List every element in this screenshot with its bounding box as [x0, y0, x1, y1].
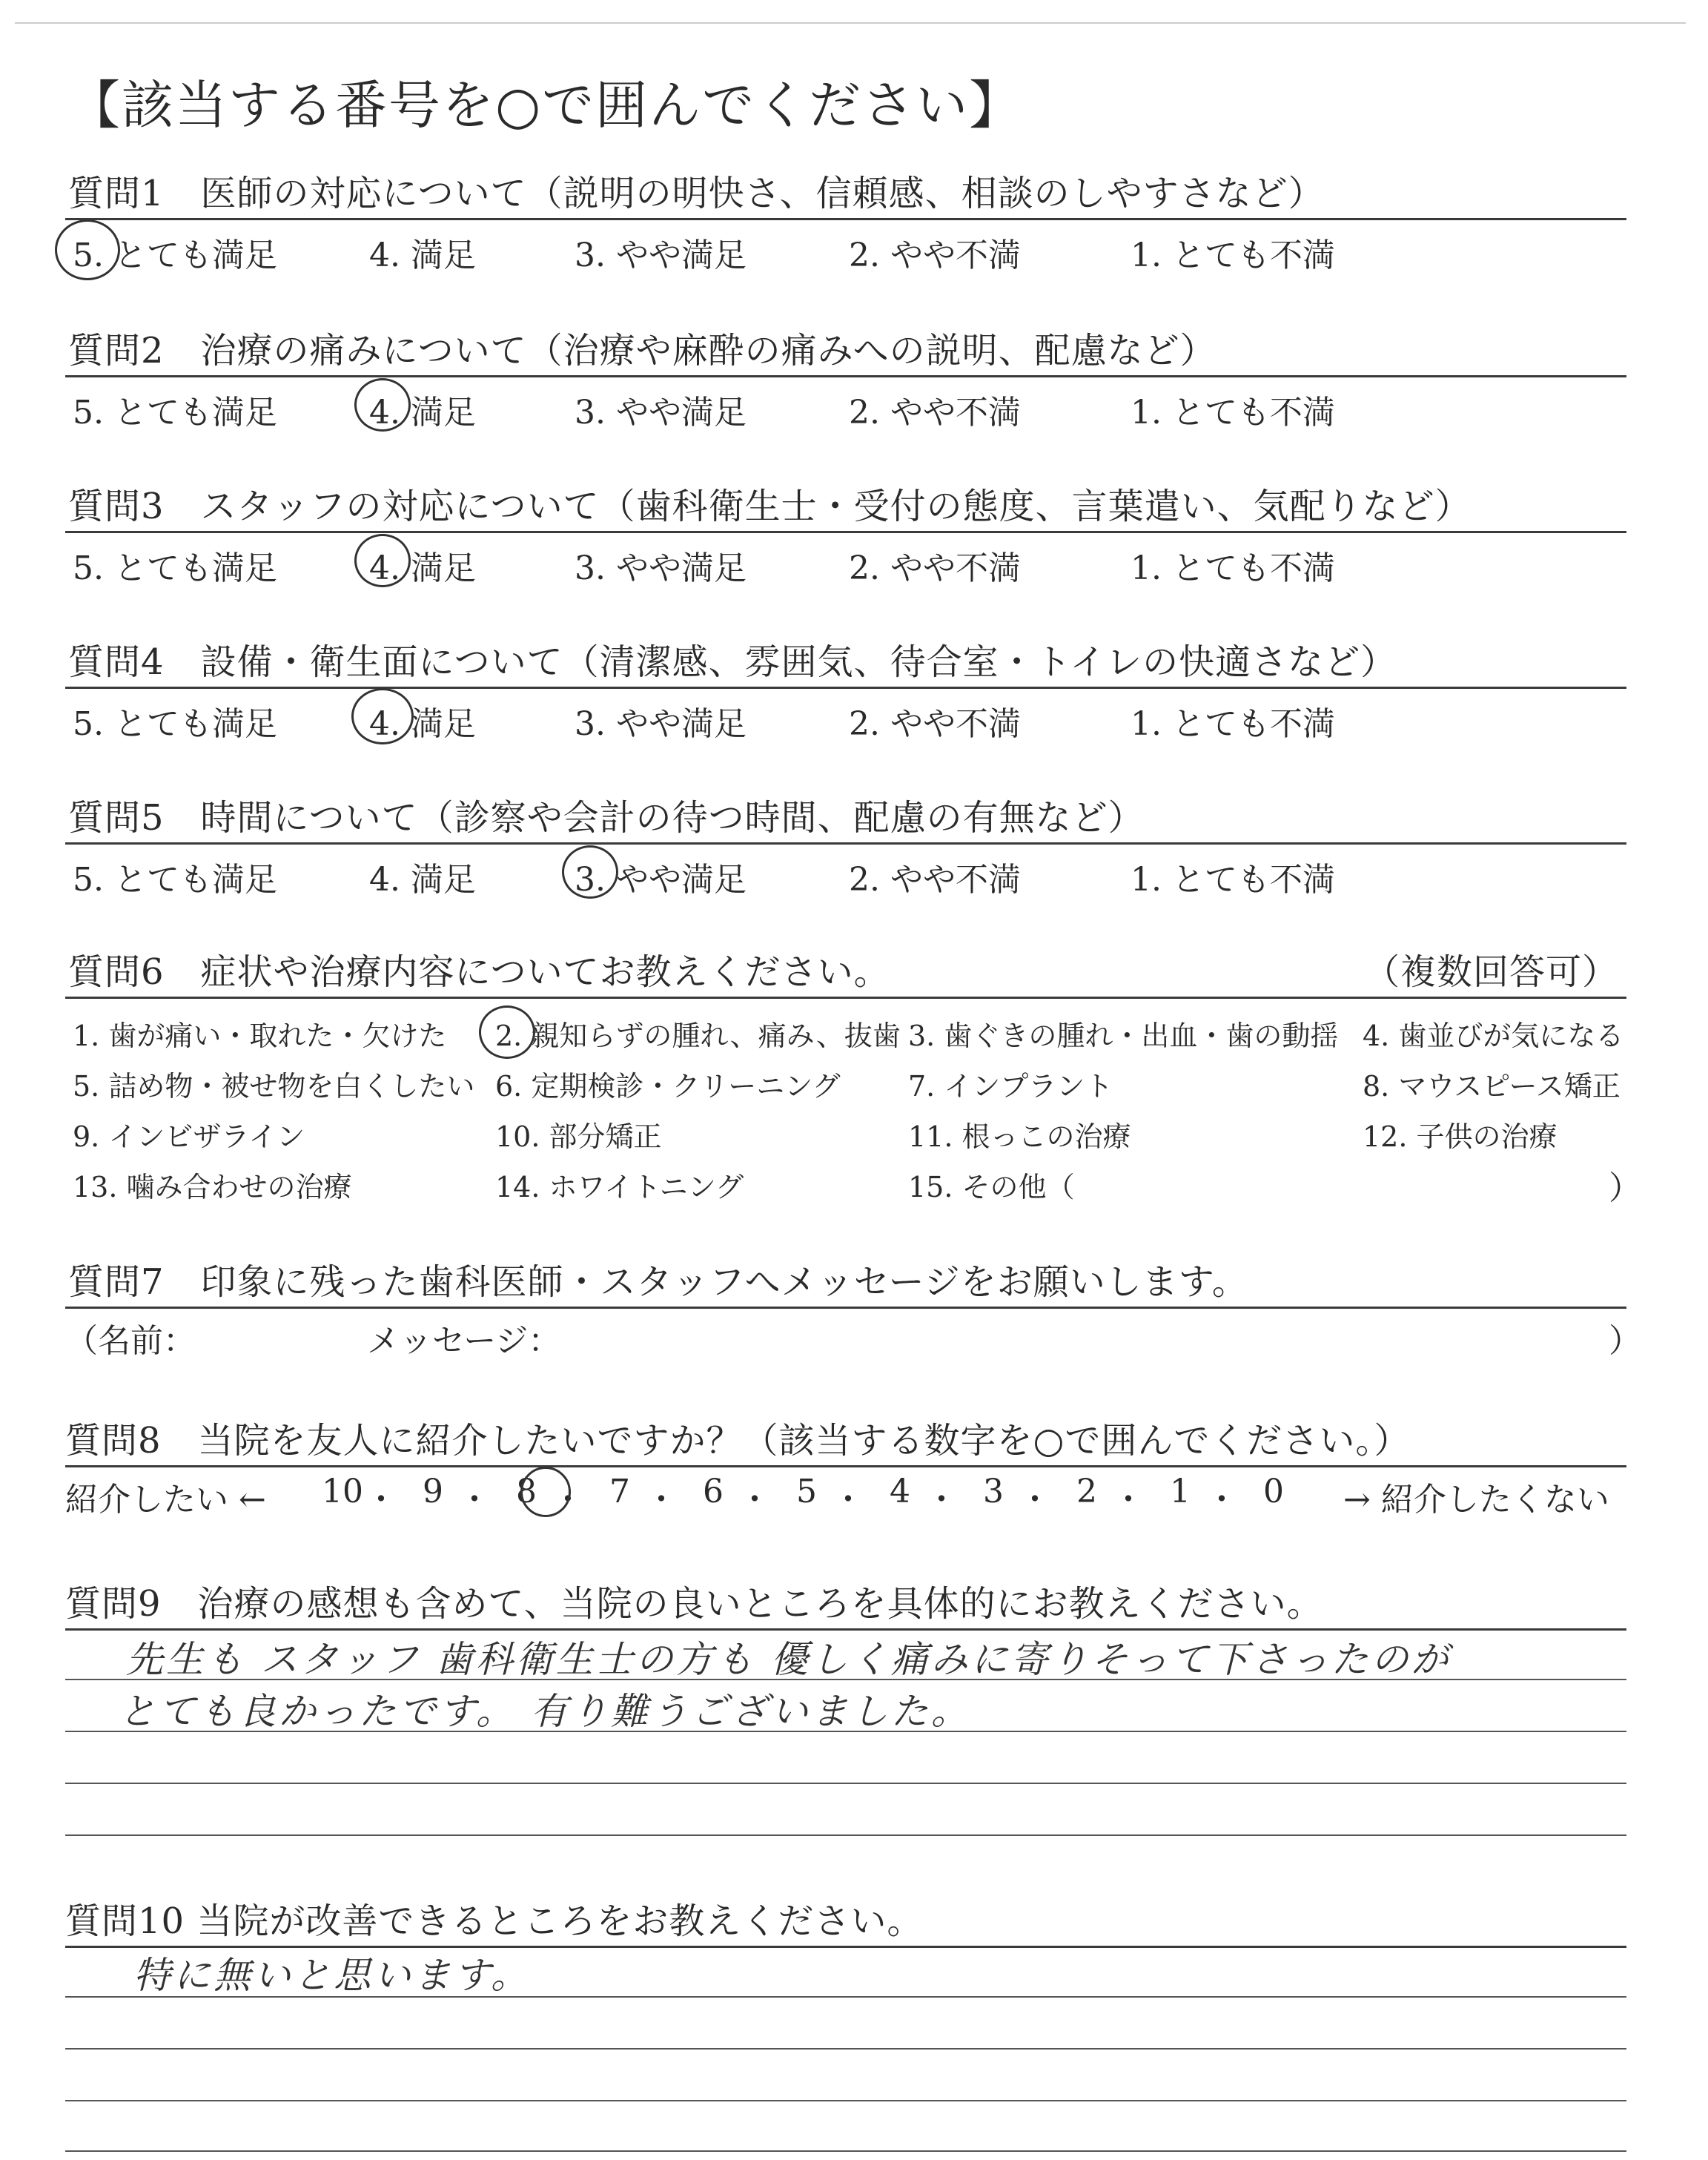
q6-option-5[interactable]: 5. 詰め物・被せ物を白くしたい: [73, 1070, 475, 1103]
question-8-title: 質問8 当院を友人に紹介したいですか？（該当する数字を○で囲んでください。）: [65, 1420, 1411, 1462]
q6-option-12[interactable]: 12. 子供の治療: [1363, 1120, 1558, 1153]
q4-option-1[interactable]: 1. とても不満: [1131, 705, 1335, 743]
q5-option-3[interactable]: 3. やや満足: [575, 861, 747, 899]
q7-close-paren: ）: [1609, 1322, 1641, 1360]
q6-option-3[interactable]: 3. 歯ぐきの腫れ・出血・歯の動揺: [908, 1020, 1339, 1052]
q6-option-4[interactable]: 4. 歯並びが気になる: [1363, 1020, 1624, 1052]
q8-scale-separator: ・: [458, 1481, 491, 1519]
question-5-title: 質問5 時間について（診察や会計の待つ時間、配慮の有無など）: [68, 797, 1145, 839]
q4-option-5[interactable]: 5. とても満足: [73, 705, 277, 743]
q2-option-2[interactable]: 2. やや不満: [849, 394, 1021, 432]
q10-answer-line: [65, 2100, 1626, 2101]
q6-option-9[interactable]: 9. インビザライン: [73, 1120, 305, 1153]
q9-answer-line: [65, 1783, 1626, 1784]
q5-option-5[interactable]: 5. とても満足: [73, 861, 277, 899]
page-top-border: [15, 22, 1686, 24]
q4-option-4[interactable]: 4. 満足: [369, 705, 476, 743]
q8-scale-separator: ・: [832, 1481, 864, 1519]
q8-scale-separator: ・: [645, 1481, 678, 1519]
q6-option-15[interactable]: 15. その他（: [908, 1171, 1075, 1203]
question-7-rule: [65, 1307, 1626, 1309]
q3-option-5[interactable]: 5. とても満足: [73, 549, 277, 587]
q10-answer-line: [65, 2048, 1626, 2050]
q6-option-11[interactable]: 11. 根っこの治療: [908, 1120, 1131, 1153]
q8-scale-value-7[interactable]: 7: [609, 1473, 630, 1510]
question-6-note: （複数回答可）: [1364, 951, 1619, 993]
q6-option-1[interactable]: 1. 歯が痛い・取れた・欠けた: [73, 1020, 447, 1052]
q8-scale-value-1[interactable]: 1: [1170, 1473, 1191, 1510]
question-2-rule: [65, 375, 1626, 377]
question-6-title: 質問6 症状や治療内容についてお教えください。: [68, 951, 890, 993]
q7-message-label: メッセージ：: [367, 1322, 561, 1360]
q8-scale-value-10[interactable]: 10: [322, 1473, 363, 1510]
q3-option-4[interactable]: 4. 満足: [369, 549, 476, 587]
q8-right-label: → 紹介したくない: [1343, 1481, 1609, 1519]
q9-answer-line: [65, 1834, 1626, 1836]
q3-option-1[interactable]: 1. とても不満: [1131, 549, 1335, 587]
q8-scale-separator: ・: [738, 1481, 771, 1519]
q5-option-4[interactable]: 4. 満足: [369, 861, 476, 899]
q2-option-3[interactable]: 3. やや満足: [575, 394, 747, 432]
q8-scale-separator: ・: [1205, 1481, 1238, 1519]
question-6-rule: [65, 997, 1626, 999]
instruction-header: 【該当する番号を○で囲んでください】: [68, 75, 1023, 136]
q2-option-5[interactable]: 5. とても満足: [73, 394, 277, 432]
q5-option-2[interactable]: 2. やや不満: [849, 861, 1021, 899]
q4-option-2[interactable]: 2. やや不満: [849, 705, 1021, 743]
q8-scale-separator: ・: [925, 1481, 958, 1519]
q1-option-3[interactable]: 3. やや満足: [575, 237, 747, 274]
question-1-rule: [65, 218, 1626, 220]
q6-option-13[interactable]: 13. 噛み合わせの治療: [73, 1171, 352, 1203]
q5-option-1[interactable]: 1. とても不満: [1131, 861, 1335, 899]
q10-handwritten-answer: 特に無いと思います。: [133, 1954, 531, 1997]
q1-option-4[interactable]: 4. 満足: [369, 237, 476, 274]
q8-scale-separator: ・: [1112, 1481, 1145, 1519]
question-4-rule: [65, 687, 1626, 689]
q8-scale-value-3[interactable]: 3: [983, 1473, 1004, 1510]
q10-answer-line: [65, 2150, 1626, 2152]
question-3-title: 質問3 スタッフの対応について（歯科衛生士・受付の態度、言葉遣い、気配りなど）: [68, 486, 1472, 527]
q7-name-label: （名前：: [65, 1322, 196, 1360]
q9-handwritten-answer: 先生も スタッフ 歯科衛生士の方も 優しく痛みに寄りそって下さったのが: [126, 1638, 1452, 1681]
q6-option-14[interactable]: 14. ホワイトニング: [495, 1171, 744, 1203]
q6-other-close-paren: ）: [1609, 1169, 1641, 1207]
q8-scale-value-0[interactable]: 0: [1263, 1473, 1284, 1510]
question-9-title: 質問9 治療の感想も含めて、当院の良いところを具体的にお教えください。: [65, 1583, 1323, 1625]
q2-option-1[interactable]: 1. とても不満: [1131, 394, 1335, 432]
q8-scale-value-4[interactable]: 4: [890, 1473, 910, 1510]
q8-scale-value-2[interactable]: 2: [1076, 1473, 1097, 1510]
q1-option-5[interactable]: 5. とても満足: [73, 237, 277, 274]
q1-option-1[interactable]: 1. とても不満: [1131, 237, 1335, 274]
q8-scale-value-5[interactable]: 5: [796, 1473, 817, 1510]
q1-option-2[interactable]: 2. やや不満: [849, 237, 1021, 274]
q8-scale-separator: ・: [1019, 1481, 1051, 1519]
q6-option-2[interactable]: 2. 親知らずの腫れ、痛み、抜歯: [495, 1020, 901, 1052]
q6-option-10[interactable]: 10. 部分矯正: [495, 1120, 662, 1153]
question-7-title: 質問7 印象に残った歯科医師・スタッフへメッセージをお願いします。: [68, 1261, 1248, 1303]
question-4-title: 質問4 設備・衛生面について（清潔感、雰囲気、待合室・トイレの快適さなど）: [68, 641, 1397, 683]
q4-option-3[interactable]: 3. やや満足: [575, 705, 747, 743]
q8-scale-separator: ・: [552, 1481, 584, 1519]
q6-option-7[interactable]: 7. インプラント: [908, 1070, 1113, 1103]
q3-option-3[interactable]: 3. やや満足: [575, 549, 747, 587]
question-3-rule: [65, 531, 1626, 533]
q2-option-4[interactable]: 4. 満足: [369, 394, 476, 432]
q8-left-label: 紹介したい ←: [65, 1481, 266, 1519]
question-5-rule: [65, 842, 1626, 845]
q6-option-6[interactable]: 6. 定期検診・クリーニング: [495, 1070, 841, 1103]
q8-scale-value-8[interactable]: 8: [516, 1473, 537, 1510]
question-8-rule: [65, 1465, 1626, 1467]
question-2-title: 質問2 治療の痛みについて（治療や麻酔の痛みへの説明、配慮など）: [68, 330, 1217, 371]
question-1-title: 質問1 医師の対応について（説明の明快さ、信頼感、相談のしやすさなど）: [68, 173, 1325, 214]
q8-scale-value-9[interactable]: 9: [423, 1473, 443, 1510]
q8-scale-separator: ・: [365, 1481, 397, 1519]
q8-scale: [311, 1473, 1334, 1517]
q8-scale-value-6[interactable]: 6: [703, 1473, 724, 1510]
question-10-title: 質問10 当院が改善できるところをお教えください。: [65, 1900, 924, 1942]
q9-handwritten-answer: とても良かったです。 有り難うございました。: [119, 1690, 971, 1733]
q3-option-2[interactable]: 2. やや不満: [849, 549, 1021, 587]
q6-option-8[interactable]: 8. マウスピース矯正: [1363, 1070, 1621, 1103]
